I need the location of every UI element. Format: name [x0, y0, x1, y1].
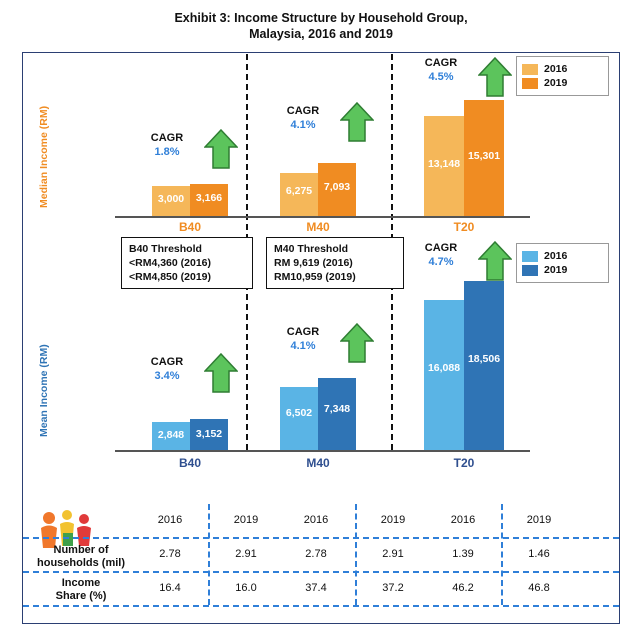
category-label-b40-median: B40: [178, 220, 201, 234]
threshold-line: RM10,959 (2019): [274, 271, 356, 283]
cagr-value: 4.1%: [290, 119, 316, 131]
cagr-median-t20: [406, 56, 476, 84]
legend-item: [522, 250, 600, 262]
table-cell: 37.4: [305, 582, 327, 594]
threshold-line: M40 Threshold: [274, 243, 349, 255]
bar-median-t20-2016: [424, 116, 464, 216]
median-legend: [516, 56, 609, 96]
table-year-header: 2016: [450, 514, 476, 526]
threshold-box-b40: [121, 237, 253, 289]
legend-swatch-2016: [522, 251, 538, 262]
table-cell: 37.2: [382, 582, 404, 594]
bar-median-b40-2019: [190, 184, 228, 216]
row-label-line: Income: [61, 577, 101, 589]
up-arrow-icon: [478, 240, 512, 282]
category-label-b40-mean: B40: [178, 456, 201, 470]
table-cell: 46.8: [528, 582, 550, 594]
cagr-mean-b40: [132, 355, 202, 383]
cagr-title: CAGR: [286, 105, 320, 117]
bar-value-label: 6,275: [285, 185, 313, 197]
cagr-title: CAGR: [286, 326, 320, 338]
category-label-t20-median: T20: [453, 220, 475, 234]
legend-swatch-2019: [522, 78, 538, 89]
table-cell: 1.39: [452, 548, 474, 560]
bar-value-label: 2,848: [157, 429, 185, 441]
table-row-label-income-share: [29, 577, 133, 603]
table-cell: 46.2: [452, 582, 474, 594]
table-rule: [23, 537, 619, 539]
bar-value-label: 3,000: [157, 193, 185, 205]
table-cell: 16.0: [235, 582, 257, 594]
summary-table: [23, 504, 619, 623]
cagr-value: 3.4%: [154, 370, 180, 382]
bar-mean-m40-2019: [318, 378, 356, 450]
bar-value-label: 3,152: [195, 428, 223, 440]
bar-value-label: 6,502: [285, 407, 313, 419]
cagr-median-b40: [132, 131, 202, 159]
table-cell: 1.46: [528, 548, 550, 560]
legend-item: [522, 264, 600, 276]
threshold-line: <RM4,850 (2019): [129, 271, 212, 283]
bar-value-label: 7,093: [323, 181, 351, 193]
cagr-title: CAGR: [150, 356, 184, 368]
threshold-line: RM 9,619 (2016): [274, 257, 353, 269]
bar-mean-t20-2016: [424, 300, 464, 450]
table-cell: 2.91: [235, 548, 257, 560]
table-rule: [23, 571, 619, 573]
legend-item: [522, 77, 600, 89]
table-cell: 2.91: [382, 548, 404, 560]
bar-value-label: 16,088: [427, 362, 461, 374]
category-label-m40-mean: M40: [306, 456, 330, 470]
bar-median-t20-2019: [464, 100, 504, 216]
table-cell: 2.78: [305, 548, 327, 560]
title-line-1: Exhibit 3: Income Structure by Household Group,: [174, 11, 468, 25]
row-label-line: Share (%): [55, 590, 107, 602]
legend-label: 2019: [544, 77, 568, 89]
legend-label: 2019: [544, 264, 568, 276]
legend-label: 2016: [544, 250, 568, 262]
bar-mean-t20-2019: [464, 281, 504, 450]
table-cell: 16.4: [159, 582, 181, 594]
table-year-header: 2019: [380, 514, 406, 526]
bar-mean-b40-2016: [152, 422, 190, 450]
table-divider: [501, 504, 503, 605]
cagr-title: CAGR: [150, 132, 184, 144]
cagr-mean-m40: [268, 325, 338, 353]
row-label-line: households (mil): [37, 557, 125, 569]
threshold-box-m40: [266, 237, 404, 289]
bar-value-label: 7,348: [323, 403, 351, 415]
table-cell: 2.78: [159, 548, 181, 560]
table-divider: [208, 504, 210, 605]
table-divider: [355, 504, 357, 605]
cagr-mean-t20: [406, 241, 476, 269]
table-rule: [23, 605, 619, 607]
threshold-line: B40 Threshold: [129, 243, 202, 255]
bar-mean-m40-2016: [280, 387, 318, 450]
legend-swatch-2019: [522, 265, 538, 276]
category-label-m40-median: M40: [306, 220, 330, 234]
cagr-title: CAGR: [424, 242, 458, 254]
up-arrow-icon: [478, 56, 512, 98]
up-arrow-icon: [340, 322, 374, 364]
table-row-label-households: [29, 544, 133, 570]
legend-label: 2016: [544, 63, 568, 75]
table-year-header: 2016: [303, 514, 329, 526]
mean-axis-title: Mean Income (RM): [38, 344, 50, 437]
table-year-header: 2019: [526, 514, 552, 526]
cagr-value: 4.7%: [428, 256, 454, 268]
cagr-title: CAGR: [424, 57, 458, 69]
bar-median-m40-2016: [280, 173, 318, 216]
category-label-t20-mean: T20: [453, 456, 475, 470]
mean-axis-line: [115, 450, 530, 452]
legend-item: [522, 63, 600, 75]
bar-value-label: 18,506: [467, 353, 501, 365]
page-title: [0, 10, 642, 42]
cagr-value: 1.8%: [154, 146, 180, 158]
table-year-header: 2019: [233, 514, 259, 526]
cagr-median-m40: [268, 104, 338, 132]
cagr-value: 4.1%: [290, 340, 316, 352]
bar-value-label: 13,148: [427, 158, 461, 170]
bar-mean-b40-2019: [190, 419, 228, 450]
cagr-value: 4.5%: [428, 71, 454, 83]
row-label-line: Number of: [53, 544, 109, 556]
title-line-2: Malaysia, 2016 and 2019: [249, 27, 393, 41]
median-axis-title: Median Income (RM): [38, 105, 50, 208]
up-arrow-icon: [204, 128, 238, 170]
median-axis-line: [115, 216, 530, 218]
bar-median-m40-2019: [318, 163, 356, 216]
up-arrow-icon: [204, 352, 238, 394]
bar-median-b40-2016: [152, 186, 190, 216]
bar-value-label: 15,301: [467, 150, 501, 162]
threshold-line: <RM4,360 (2016): [129, 257, 212, 269]
legend-swatch-2016: [522, 64, 538, 75]
up-arrow-icon: [340, 101, 374, 143]
bar-value-label: 3,166: [195, 192, 223, 204]
mean-legend: [516, 243, 609, 283]
table-year-header: 2016: [157, 514, 183, 526]
